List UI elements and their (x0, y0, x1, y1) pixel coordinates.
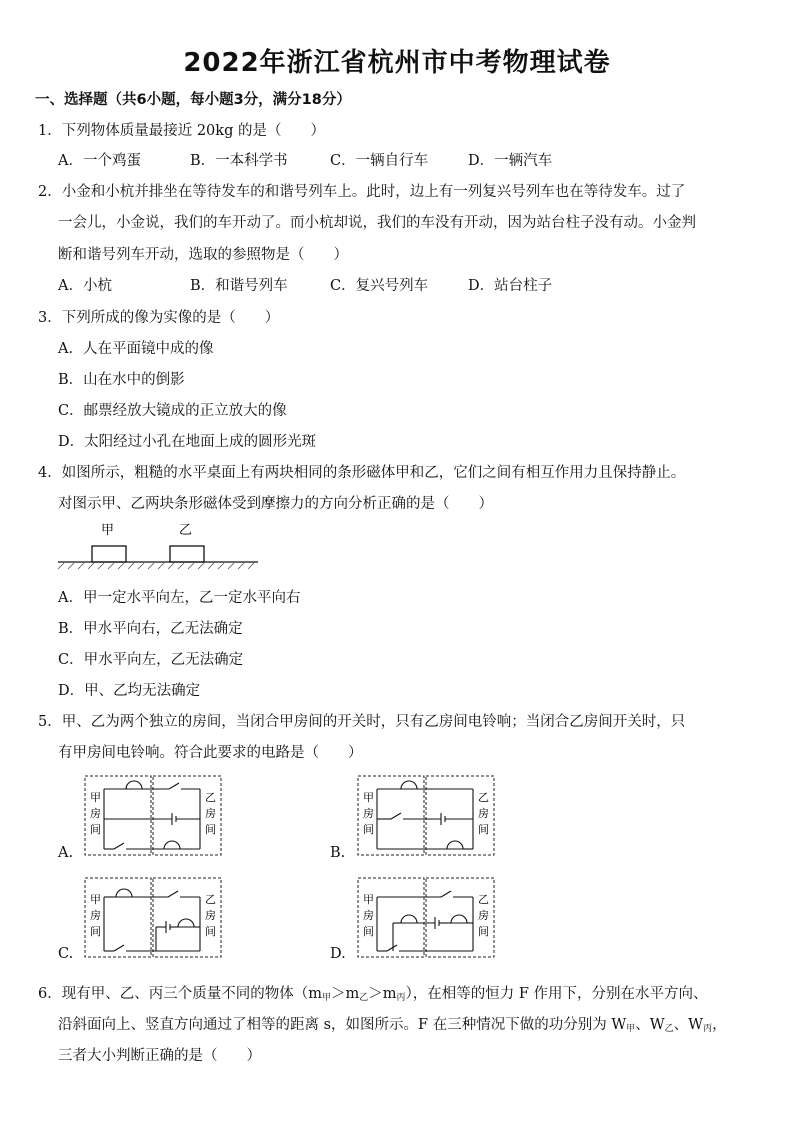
circuit-d-label: D. (330, 946, 346, 962)
question-3-stem: 3．下列所成的像为实像的是（ ） (38, 310, 280, 326)
svg-text:乙: 乙 (205, 791, 216, 804)
svg-text:房: 房 (478, 807, 489, 820)
q1-option-a: A．一个鸡蛋 (58, 153, 141, 169)
svg-text:房: 房 (205, 909, 216, 922)
svg-text:间: 间 (478, 925, 489, 938)
question-4-line-2: 对图示甲、乙两块条形磁体受到摩擦力的方向分析正确的是（ ） (58, 496, 493, 512)
svg-text:甲: 甲 (90, 893, 101, 906)
svg-text:间: 间 (478, 823, 489, 836)
svg-text:房: 房 (90, 807, 101, 820)
question-6-line-1: 6．现有甲、乙、丙三个质量不同的物体$(m_甲>m_乙>m_丙)$，在相等的恒力 F 作用下，分别在水平方向、 (38, 986, 708, 1003)
circuit-a-diagram (84, 775, 224, 857)
svg-text:甲: 甲 (363, 791, 374, 804)
svg-text:房: 房 (205, 807, 216, 820)
question-4-line-1: 4．如图所示，粗糙的水平桌面上有两块相同的条形磁体甲和乙，它们之间有相互作用力且保持静止。 (38, 465, 686, 481)
question-2-line-1: 2．小金和小杭并排坐在等待发车的和谐号列车上。此时，边上有一列复兴号列车也在等待发车。过了 (38, 184, 686, 200)
circuit-c-diagram (84, 877, 224, 959)
q2-option-c: C．复兴号列车 (330, 278, 429, 294)
q3-option-a: A．人在平面镜中成的像 (58, 341, 214, 357)
q1-option-d: D．一辆汽车 (468, 153, 553, 169)
q2-option-a: A．小杭 (58, 278, 112, 294)
question-6-line-3: 三者大小判断正确的是（ ） (58, 1048, 261, 1064)
q1-option-b: B．一本科学书 (190, 153, 288, 169)
svg-text:间: 间 (205, 925, 216, 938)
circuit-b-label: B. (330, 845, 346, 861)
svg-text:甲: 甲 (363, 893, 374, 906)
svg-text:甲: 甲 (90, 791, 101, 804)
q2-option-b: B．和谐号列车 (190, 278, 288, 294)
circuit-c-label: C. (58, 946, 74, 962)
q3-option-d: D．太阳经过小孔在地面上成的圆形光斑 (58, 434, 317, 450)
q1-option-c: C．一辆自行车 (330, 153, 429, 169)
svg-text:间: 间 (363, 823, 374, 836)
circuit-b-diagram (357, 775, 497, 857)
question-1-stem: 1．下列物体质量最接近 20kg 的是（ ） (38, 123, 325, 139)
svg-text:间: 间 (90, 925, 101, 938)
q2-option-d: D．站台柱子 (468, 278, 553, 294)
section-heading: 一、选择题（共6小题，每小题3分，满分18分） (35, 92, 351, 108)
question-5-line-1: 5．甲、乙为两个独立的房间，当闭合甲房间的开关时，只有乙房间电铃响；当闭合乙房间开关时，只 (38, 714, 686, 730)
svg-text:间: 间 (363, 925, 374, 938)
svg-text:间: 间 (90, 823, 101, 836)
svg-text:乙: 乙 (478, 791, 489, 804)
circuit-a-label: A. (58, 845, 74, 861)
page-title: 2022年浙江省杭州市中考物理试卷 (183, 48, 611, 78)
svg-text:房: 房 (90, 909, 101, 922)
svg-text:房: 房 (363, 909, 374, 922)
question-6-line-2: 沿斜面向上、竖直方向通过了相等的距离 s，如图所示。F 在三种情况下做的功分别为 $W_甲$、$W_乙$、$W_丙$， (58, 1017, 727, 1034)
circuit-d-diagram (357, 877, 497, 959)
svg-text:房: 房 (478, 909, 489, 922)
magnet-table-figure (58, 520, 258, 572)
q4-option-d: D．甲、乙均无法确定 (58, 683, 201, 699)
question-2-line-2: 一会儿，小金说，我们的车开动了。而小杭却说，我们的车没有开动，因为站台柱子没有动。小金判 (58, 215, 696, 231)
q3-option-c: C．邮票经放大镜成的正立放大的像 (58, 403, 287, 419)
question-5-line-2: 有甲房间电铃响。符合此要求的电路是（ ） (58, 745, 363, 761)
q4-option-c: C．甲水平向左，乙无法确定 (58, 652, 244, 668)
q4-option-b: B．甲水平向右，乙无法确定 (58, 621, 243, 637)
q3-option-b: B．山在水中的倒影 (58, 372, 185, 388)
svg-text:乙: 乙 (478, 893, 489, 906)
question-2-line-3: 断和谐号列车开动，选取的参照物是（ ） (58, 247, 348, 263)
svg-text:房: 房 (363, 807, 374, 820)
magnet-a-label: 甲 (101, 523, 115, 538)
q4-option-a: A．甲一定水平向左，乙一定水平向右 (58, 590, 301, 606)
svg-text:乙: 乙 (205, 893, 216, 906)
magnet-b-label: 乙 (179, 523, 193, 538)
svg-text:间: 间 (205, 823, 216, 836)
